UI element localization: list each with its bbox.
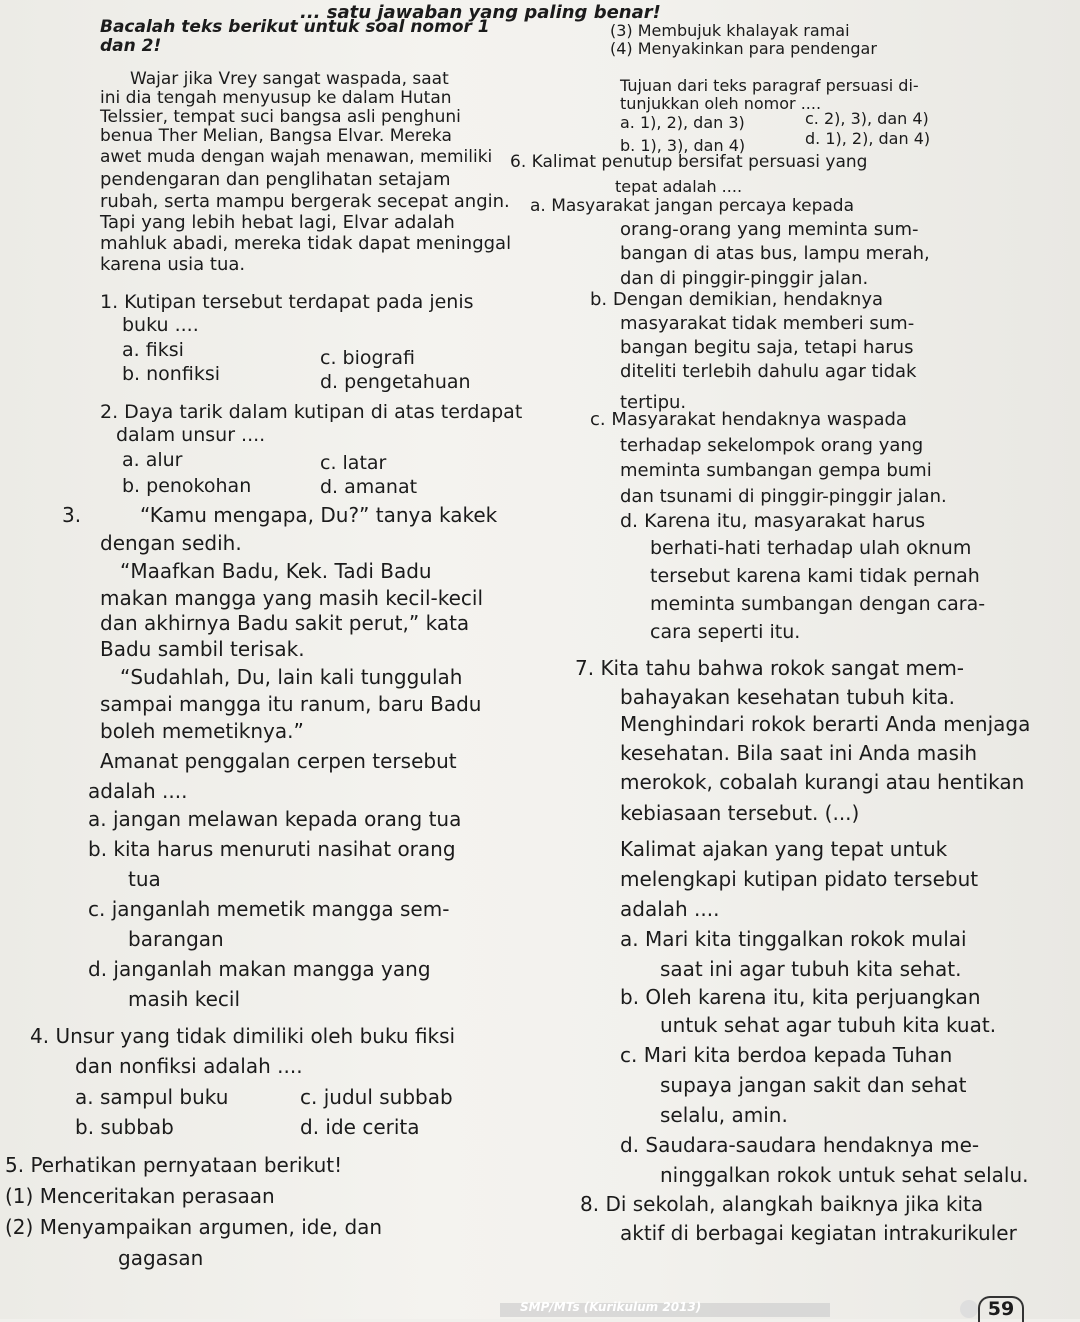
text-line: a. jangan melawan kepada orang tua (88, 807, 462, 831)
text-line: d. Karena itu, masyarakat harus (620, 510, 926, 532)
text-line: Bacalah teks berikut untuk soal nomor 1 (100, 17, 490, 37)
text-line: terhadap sekelompok orang yang (620, 435, 924, 456)
text-line: (2) Menyampaikan argumen, ide, dan (5, 1215, 383, 1239)
text-line: untuk sehat agar tubuh kita kuat. (660, 1013, 997, 1037)
text-line: tertipu. (620, 392, 687, 413)
text-line: Wajar jika Vrey sangat waspada, saat (130, 69, 449, 89)
text-line: bangan di atas bus, lampu merah, (620, 243, 930, 264)
text-line: d. pengetahuan (320, 371, 471, 393)
text-line: a. 1), 2), dan 3) (620, 113, 745, 132)
text-line: adalah .... (88, 779, 188, 803)
text-line: a. sampul buku (75, 1085, 229, 1109)
text-line: dan nonfiksi adalah .... (75, 1054, 303, 1078)
text-line: dan tsunami di pinggir-pinggir jalan. (620, 486, 947, 507)
text-line: 7. Kita tahu bahwa rokok sangat mem- (575, 656, 965, 680)
text-line: 6. Kalimat penutup bersifat persuasi yang (510, 152, 868, 172)
text-line: Tujuan dari teks paragraf persuasi di- (620, 76, 919, 95)
footer-text: SMP/MTs (Kurikulum 2013) (520, 1300, 702, 1314)
text-line: karena usia tua. (100, 254, 246, 275)
text-line: orang-orang yang meminta sum- (620, 219, 919, 240)
text-line: c. latar (320, 452, 387, 474)
text-line: meminta sumbangan dengan cara- (650, 593, 986, 615)
text-line: a. Mari kita tinggalkan rokok mulai (620, 927, 967, 951)
text-line: aktif di berbagai kegiatan intrakurikuler (620, 1221, 1017, 1245)
text-line: dan di pinggir-pinggir jalan. (620, 268, 869, 289)
text-line: a. Masyarakat jangan percaya kepada (530, 196, 855, 216)
text-line: masih kecil (128, 987, 241, 1011)
text-line: d. janganlah makan mangga yang (88, 957, 431, 981)
text-line: dan 2! (100, 36, 162, 56)
text-line: Telssier, tempat suci bangsa asli penghuni (100, 107, 461, 127)
text-line: (3) Membujuk khalayak ramai (610, 21, 850, 40)
text-line: b. Dengan demikian, hendaknya (590, 289, 884, 310)
text-line: (1) Menceritakan perasaan (5, 1184, 275, 1208)
text-line: tepat adalah .... (615, 177, 743, 196)
text-line: 2. Daya tarik dalam kutipan di atas terdapat (100, 401, 523, 423)
text-line: b. Oleh karena itu, kita perjuangkan (620, 985, 981, 1009)
text-line: makan mangga yang masih kecil-kecil (100, 586, 484, 610)
text-line: diteliti terlebih dahulu agar tidak (620, 361, 917, 382)
text-line: buku .... (122, 314, 199, 336)
text-line: Badu sambil terisak. (100, 637, 305, 661)
text-line: d. ide cerita (300, 1115, 420, 1139)
text-line: kesehatan. Bila saat ini Anda masih (620, 741, 978, 765)
text-line: c. judul subbab (300, 1085, 453, 1109)
text-line: berhati-hati terhadap ulah oknum (650, 537, 972, 559)
text-line: b. nonfiksi (122, 363, 220, 385)
text-line: awet muda dengan wajah menawan, memiliki (100, 147, 493, 167)
text-line: b. subbab (75, 1115, 174, 1139)
text-line: dan akhirnya Badu sakit perut,” kata (100, 611, 470, 635)
text-line: c. Masyarakat hendaknya waspada (590, 409, 907, 430)
text-line: Amanat penggalan cerpen tersebut (100, 749, 457, 773)
text-line: meminta sumbangan gempa bumi (620, 460, 932, 481)
text-line: supaya jangan sakit dan sehat (660, 1073, 967, 1097)
text-line: Menghindari rokok berarti Anda menjaga (620, 712, 1031, 736)
text-line: ninggalkan rokok untuk sehat selalu. (660, 1163, 1029, 1187)
text-line: a. alur (122, 449, 183, 471)
text-line: tunjukkan oleh nomor .... (620, 94, 822, 113)
text-line: merokok, cobalah kurangi atau hentikan (620, 770, 1025, 794)
text-line: kebiasaan tersebut. (...) (620, 801, 860, 825)
text-line: rubah, serta mampu bergerak secepat angin. (100, 191, 510, 212)
text-line: (4) Menyakinkan para pendengar (610, 39, 877, 58)
page-number: 59 (978, 1296, 1024, 1322)
text-line: 1. Kutipan tersebut terdapat pada jenis (100, 291, 474, 313)
text-line: b. penokohan (122, 475, 252, 497)
text-line: c. Mari kita berdoa kepada Tuhan (620, 1043, 953, 1067)
text-line: sampai mangga itu ranum, baru Badu (100, 692, 482, 716)
text-line: 8. Di sekolah, alangkah baiknya jika kita (580, 1192, 984, 1216)
text-line: 3. (62, 503, 82, 527)
text-line: benua Ther Melian, Bangsa Elvar. Mereka (100, 126, 452, 146)
text-line: “Maafkan Badu, Kek. Tadi Badu (120, 559, 432, 583)
text-line: “Kamu mengapa, Du?” tanya kakek (140, 503, 498, 527)
text-line: d. amanat (320, 476, 418, 498)
text-line: 5. Perhatikan pernyataan berikut! (5, 1153, 343, 1177)
text-line: d. 1), 2), dan 4) (805, 129, 931, 148)
text-line: b. 1), 3), dan 4) (620, 136, 746, 155)
instruction-heading: ... satu jawaban yang paling benar! (300, 2, 661, 23)
text-line: Tapi yang lebih hebat lagi, Elvar adalah (100, 212, 455, 233)
text-line: mahluk abadi, mereka tidak dapat meninggal (100, 233, 512, 254)
text-line: boleh memetiknya.” (100, 719, 304, 743)
text-line: dalam unsur .... (116, 424, 266, 446)
text-line: adalah .... (620, 897, 720, 921)
text-line: dengan sedih. (100, 531, 242, 555)
text-line: bangan begitu saja, tetapi harus (620, 337, 914, 358)
text-line: d. Saudara-saudara hendaknya me- (620, 1133, 980, 1157)
text-line: 4. Unsur yang tidak dimiliki oleh buku fiksi (30, 1024, 456, 1048)
text-line: cara seperti itu. (650, 621, 801, 643)
text-line: melengkapi kutipan pidato tersebut (620, 867, 979, 891)
text-line: pendengaran dan penglihatan setajam (100, 169, 451, 190)
text-line: b. kita harus menuruti nasihat orang (88, 837, 456, 861)
text-line: “Sudahlah, Du, lain kali tunggulah (120, 665, 463, 689)
text-line: tersebut karena kami tidak pernah (650, 565, 980, 587)
text-line: gagasan (118, 1246, 204, 1270)
text-line: c. janganlah memetik mangga sem- (88, 897, 450, 921)
text-line: masyarakat tidak memberi sum- (620, 313, 915, 334)
text-line: tua (128, 867, 161, 891)
text-line: bahayakan kesehatan tubuh kita. (620, 685, 955, 709)
text-line: c. 2), 3), dan 4) (805, 109, 929, 128)
text-line: saat ini agar tubuh kita sehat. (660, 957, 962, 981)
text-line: Kalimat ajakan yang tepat untuk (620, 837, 948, 861)
text-line: selalu, amin. (660, 1103, 788, 1127)
text-line: barangan (128, 927, 224, 951)
text-line: c. biografi (320, 347, 415, 369)
page-tab-decoration (960, 1300, 978, 1318)
text-line: ini dia tengah menyusup ke dalam Hutan (100, 88, 452, 108)
text-line: a. fiksi (122, 339, 184, 361)
